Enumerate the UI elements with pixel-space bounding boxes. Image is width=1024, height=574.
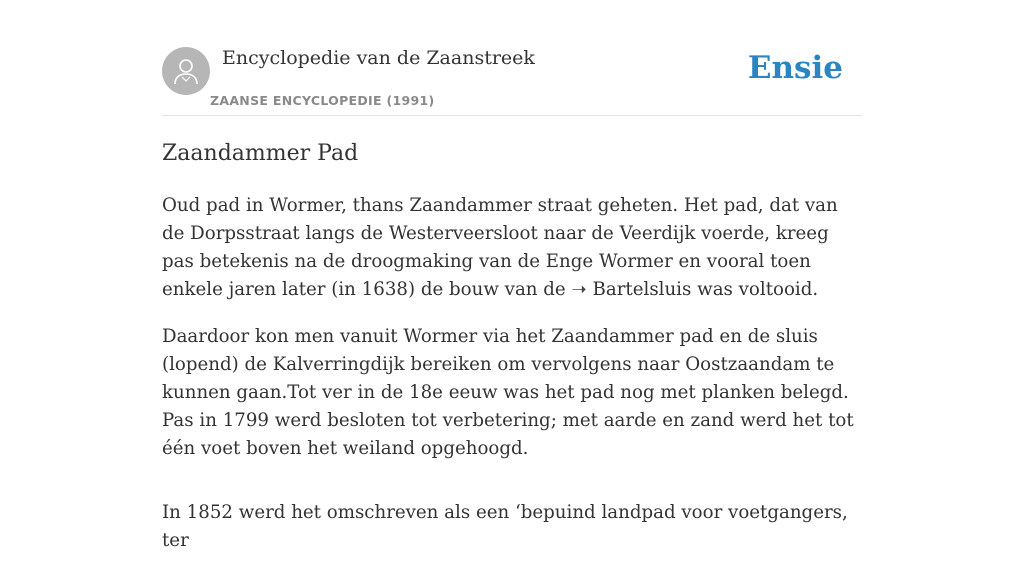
source-title[interactable]: Encyclopedie van de Zaanstreek xyxy=(222,47,535,69)
paragraph-1 xyxy=(162,192,862,304)
source-subtitle[interactable]: ZAANSE ENCYCLOPEDIE (1991) xyxy=(210,93,435,108)
bartelsluis-link[interactable] xyxy=(571,279,691,300)
bartelsluis-link-label: Bartelsluis xyxy=(592,279,692,300)
article-body xyxy=(162,192,862,574)
page xyxy=(162,0,862,551)
paragraph-1-end: was voltooid. xyxy=(691,279,819,300)
arrow-icon: ➝ xyxy=(571,279,587,300)
header-divider xyxy=(162,115,862,116)
avatar[interactable] xyxy=(162,47,210,95)
page-title: Zaandammer Pad xyxy=(162,141,359,166)
ensie-logo[interactable]: Ensie xyxy=(747,50,843,86)
paragraph-2: Daardoor kon men vanuit Wormer via het Zaandammer pad en de sluis (lopend) de Kalverringdijk bereiken om vervolgens naar Oostzaandam te kunnen gaan.Tot ver in de 18e eeuw was het pad nog met planken belegd. Pas in 1799 werd besloten tot verbetering; met aarde en zand werd het tot één voet boven het weiland opgehoogd. xyxy=(162,326,854,459)
user-icon xyxy=(173,57,199,85)
paragraph-1-text: Oud pad in Wormer, thans Zaandammer straat geheten. Het pad, dat van de Dorpsstraat langs de Westerveersloot naar de Veerdijk voerde, kreeg pas betekenis na de droogmaking van de Enge Wormer en vooral toen enkele jaren later (in 1638) de bouw van de xyxy=(162,195,838,300)
paragraph-3: In 1852 werd het omschreven als een ‘bepuind landpad voor voetgangers, ter xyxy=(162,502,848,551)
